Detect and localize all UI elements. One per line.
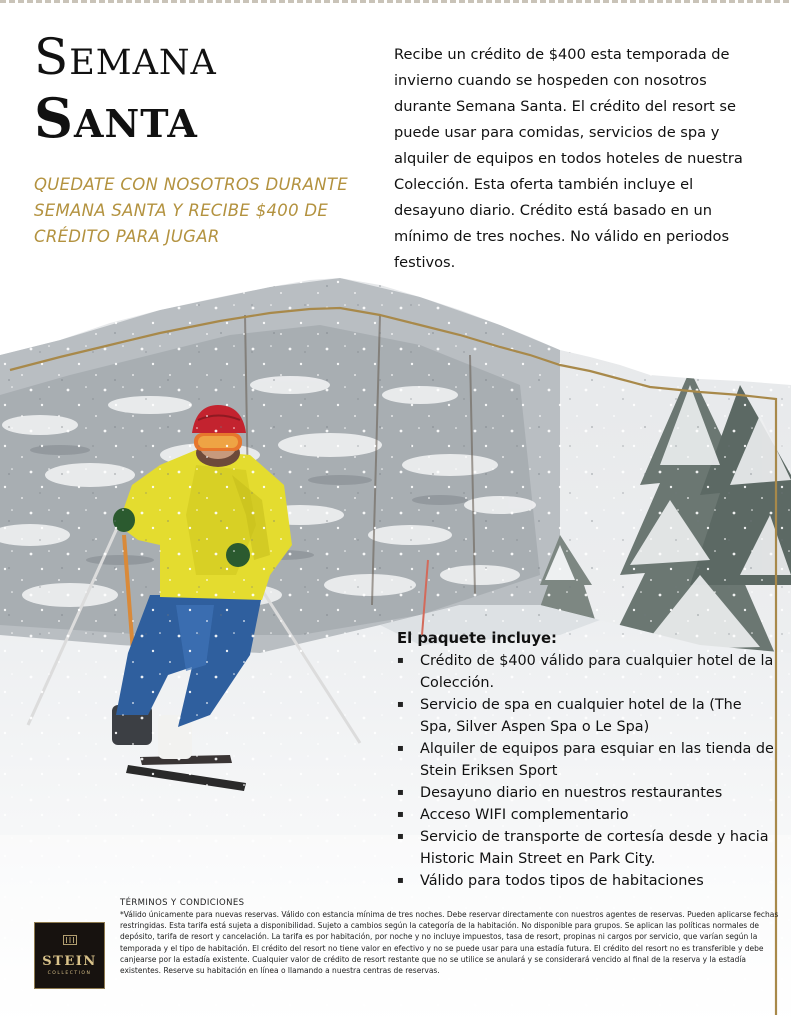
terms-heading: TÉRMINOS Y CONDICIONES bbox=[120, 898, 245, 908]
list-item: ▪ Acceso WIFI complementario bbox=[397, 804, 777, 826]
terms-section bbox=[120, 898, 780, 976]
list-item: ▪ Válido para todos tipos de habitaciones bbox=[397, 870, 777, 892]
page-title bbox=[34, 26, 364, 148]
title-line-1: Semana bbox=[34, 28, 217, 86]
intro-paragraph: Recibe un crédito de $400 esta temporada de invierno cuando se hospeden con nosotros durante Semana Santa. El crédito del resort se puede usar para comidas, servicios de spa y alquiler de equipos en todos hoteles de nuestra Colección. Esta oferta también incluye el desayuno diario. Crédito está basado en un mínimo de tres noches. No válido en periodos festivos. bbox=[394, 46, 743, 271]
logo-name: STEIN bbox=[42, 954, 97, 969]
package-section bbox=[397, 628, 777, 892]
list-item: ▪ Servicio de spa en cualquier hotel de la (The Spa, Silver Aspen Spa o Le Spa) bbox=[397, 694, 777, 738]
list-item: ▪ Servicio de transporte de cortesía desde y hacia Historic Main Street en Park City. bbox=[397, 826, 777, 870]
list-item: ▪ Desayuno diario en nuestros restaurantes bbox=[397, 782, 777, 804]
terms-body: *Válido únicamente para nuevas reservas. Válido con estancia mínima de tres noches. Debe reservar directamente con nuestros agentes de reservas. Pueden aplicarse fechas restringidas. Esta tarifa está sujeta a disponibilidad. Sujeto a cambios según la categoría de la habitación. No disponible para grupos. Se aplican las políticas normales de depósito, tarifa de resort y cancelación. La tarifa es por habitación, por noche y no incluye impuestos, tasa de resort, propinas ni cargos por servicio, que varían según la temporada y el tipo de habitación. El crédito del resort no tiene valor en efectivo y no se puede usar para una estadía futura. El crédito del resort no es transferible y debe canjearse por la estadía existente. Cualquier valor de crédito de resort restante que no se utilice se anulará y se considerará vencido al final de la reserva y la estadía existentes. Reserve su habitación en línea o llamando a nuestra centras de reservas. bbox=[120, 910, 779, 976]
package-heading: El paquete incluye: bbox=[397, 630, 557, 647]
logo-subtitle: COLLECTION bbox=[47, 971, 92, 976]
top-dashed-rule bbox=[0, 0, 791, 3]
package-list bbox=[397, 650, 777, 892]
list-item: ▪ Crédito de $400 válido para cualquier hotel de la Colección. bbox=[397, 650, 777, 694]
crest-icon bbox=[63, 935, 77, 945]
list-item: ▪ Alquiler de equipos para esquiar en las tienda de Stein Eriksen Sport bbox=[397, 738, 777, 782]
stein-collection-logo bbox=[34, 922, 105, 989]
title-line-2: Santa bbox=[34, 86, 198, 150]
offer-subtitle: QUEDATE CON NOSOTROS DURANTE SEMANA SANTA Y RECIBE $400 DE CRÉDITO PARA JUGAR bbox=[34, 175, 348, 246]
